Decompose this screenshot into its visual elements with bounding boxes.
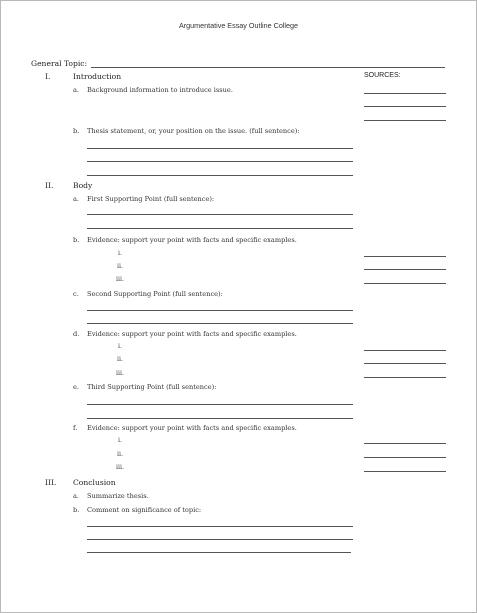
answer-line[interactable] bbox=[87, 323, 353, 324]
body-c-letter: c. bbox=[73, 290, 79, 298]
source-line[interactable] bbox=[364, 269, 446, 270]
roman-ii: ii. bbox=[117, 263, 124, 270]
source-line[interactable] bbox=[364, 106, 446, 107]
source-line[interactable] bbox=[364, 363, 446, 364]
body-f-letter: f. bbox=[73, 424, 78, 432]
body-b-letter: b. bbox=[73, 236, 80, 244]
roman-i: i. bbox=[118, 250, 123, 257]
source-line[interactable] bbox=[364, 283, 446, 284]
roman-iii: iii. bbox=[116, 464, 125, 471]
section-numeral-3: III. bbox=[45, 478, 57, 487]
section-numeral-1: I. bbox=[45, 72, 51, 81]
answer-line[interactable] bbox=[87, 526, 353, 527]
conclusion-a-text: Summarize thesis. bbox=[87, 492, 149, 500]
body-a-letter: a. bbox=[73, 195, 80, 203]
intro-b-text: Thesis statement, or, your position on the issue. (full sentence): bbox=[87, 127, 300, 135]
source-line[interactable] bbox=[364, 377, 446, 378]
intro-a-letter: a. bbox=[73, 86, 80, 94]
intro-a-text: Background information to introduce issue. bbox=[87, 86, 233, 94]
source-line[interactable] bbox=[364, 471, 446, 472]
section-title-body: Body bbox=[73, 181, 93, 190]
conclusion-b-text: Comment on significance of topic: bbox=[87, 506, 202, 514]
body-b-text: Evidence: support your point with facts and specific examples. bbox=[87, 236, 297, 244]
section-title-introduction: Introduction bbox=[73, 72, 122, 81]
document-title: Argumentative Essay Outline College bbox=[178, 21, 299, 30]
sources-heading: SOURCES: bbox=[364, 72, 401, 79]
roman-ii: ii. bbox=[117, 451, 124, 458]
source-line[interactable] bbox=[364, 350, 446, 351]
body-e-text: Third Supporting Point (full sentence): bbox=[87, 383, 217, 391]
answer-line[interactable] bbox=[87, 310, 353, 311]
body-a-text: First Supporting Point (full sentence): bbox=[87, 195, 215, 203]
general-topic-label: General Topic: bbox=[31, 59, 88, 68]
body-d-text: Evidence: support your point with facts and specific examples. bbox=[87, 330, 297, 338]
body-f-text: Evidence: support your point with facts and specific examples. bbox=[87, 424, 297, 432]
answer-line[interactable] bbox=[87, 228, 353, 229]
roman-i: i. bbox=[118, 437, 123, 444]
answer-line[interactable] bbox=[87, 175, 353, 176]
answer-line[interactable] bbox=[87, 214, 353, 215]
source-line[interactable] bbox=[364, 256, 446, 257]
answer-line[interactable] bbox=[87, 161, 353, 162]
conclusion-b-letter: b. bbox=[73, 506, 80, 514]
answer-line[interactable] bbox=[87, 418, 353, 419]
intro-b-letter: b. bbox=[73, 127, 80, 135]
roman-i: i. bbox=[118, 343, 123, 350]
source-line[interactable] bbox=[364, 120, 446, 121]
roman-ii: ii. bbox=[117, 356, 124, 363]
answer-line[interactable] bbox=[87, 404, 353, 405]
source-line[interactable] bbox=[364, 93, 446, 94]
roman-iii: iii. bbox=[116, 276, 125, 283]
roman-iii: iii. bbox=[116, 370, 125, 377]
source-line[interactable] bbox=[364, 457, 446, 458]
general-topic-line[interactable] bbox=[91, 67, 445, 68]
conclusion-a-letter: a. bbox=[73, 492, 80, 500]
answer-line[interactable] bbox=[87, 148, 353, 149]
section-title-conclusion: Conclusion bbox=[73, 478, 116, 487]
section-numeral-2: II. bbox=[45, 181, 54, 190]
answer-line[interactable] bbox=[87, 552, 351, 553]
answer-line[interactable] bbox=[87, 539, 353, 540]
body-e-letter: e. bbox=[73, 383, 79, 391]
source-line[interactable] bbox=[364, 443, 446, 444]
body-c-text: Second Supporting Point (full sentence): bbox=[87, 290, 223, 298]
body-d-letter: d. bbox=[73, 330, 80, 338]
